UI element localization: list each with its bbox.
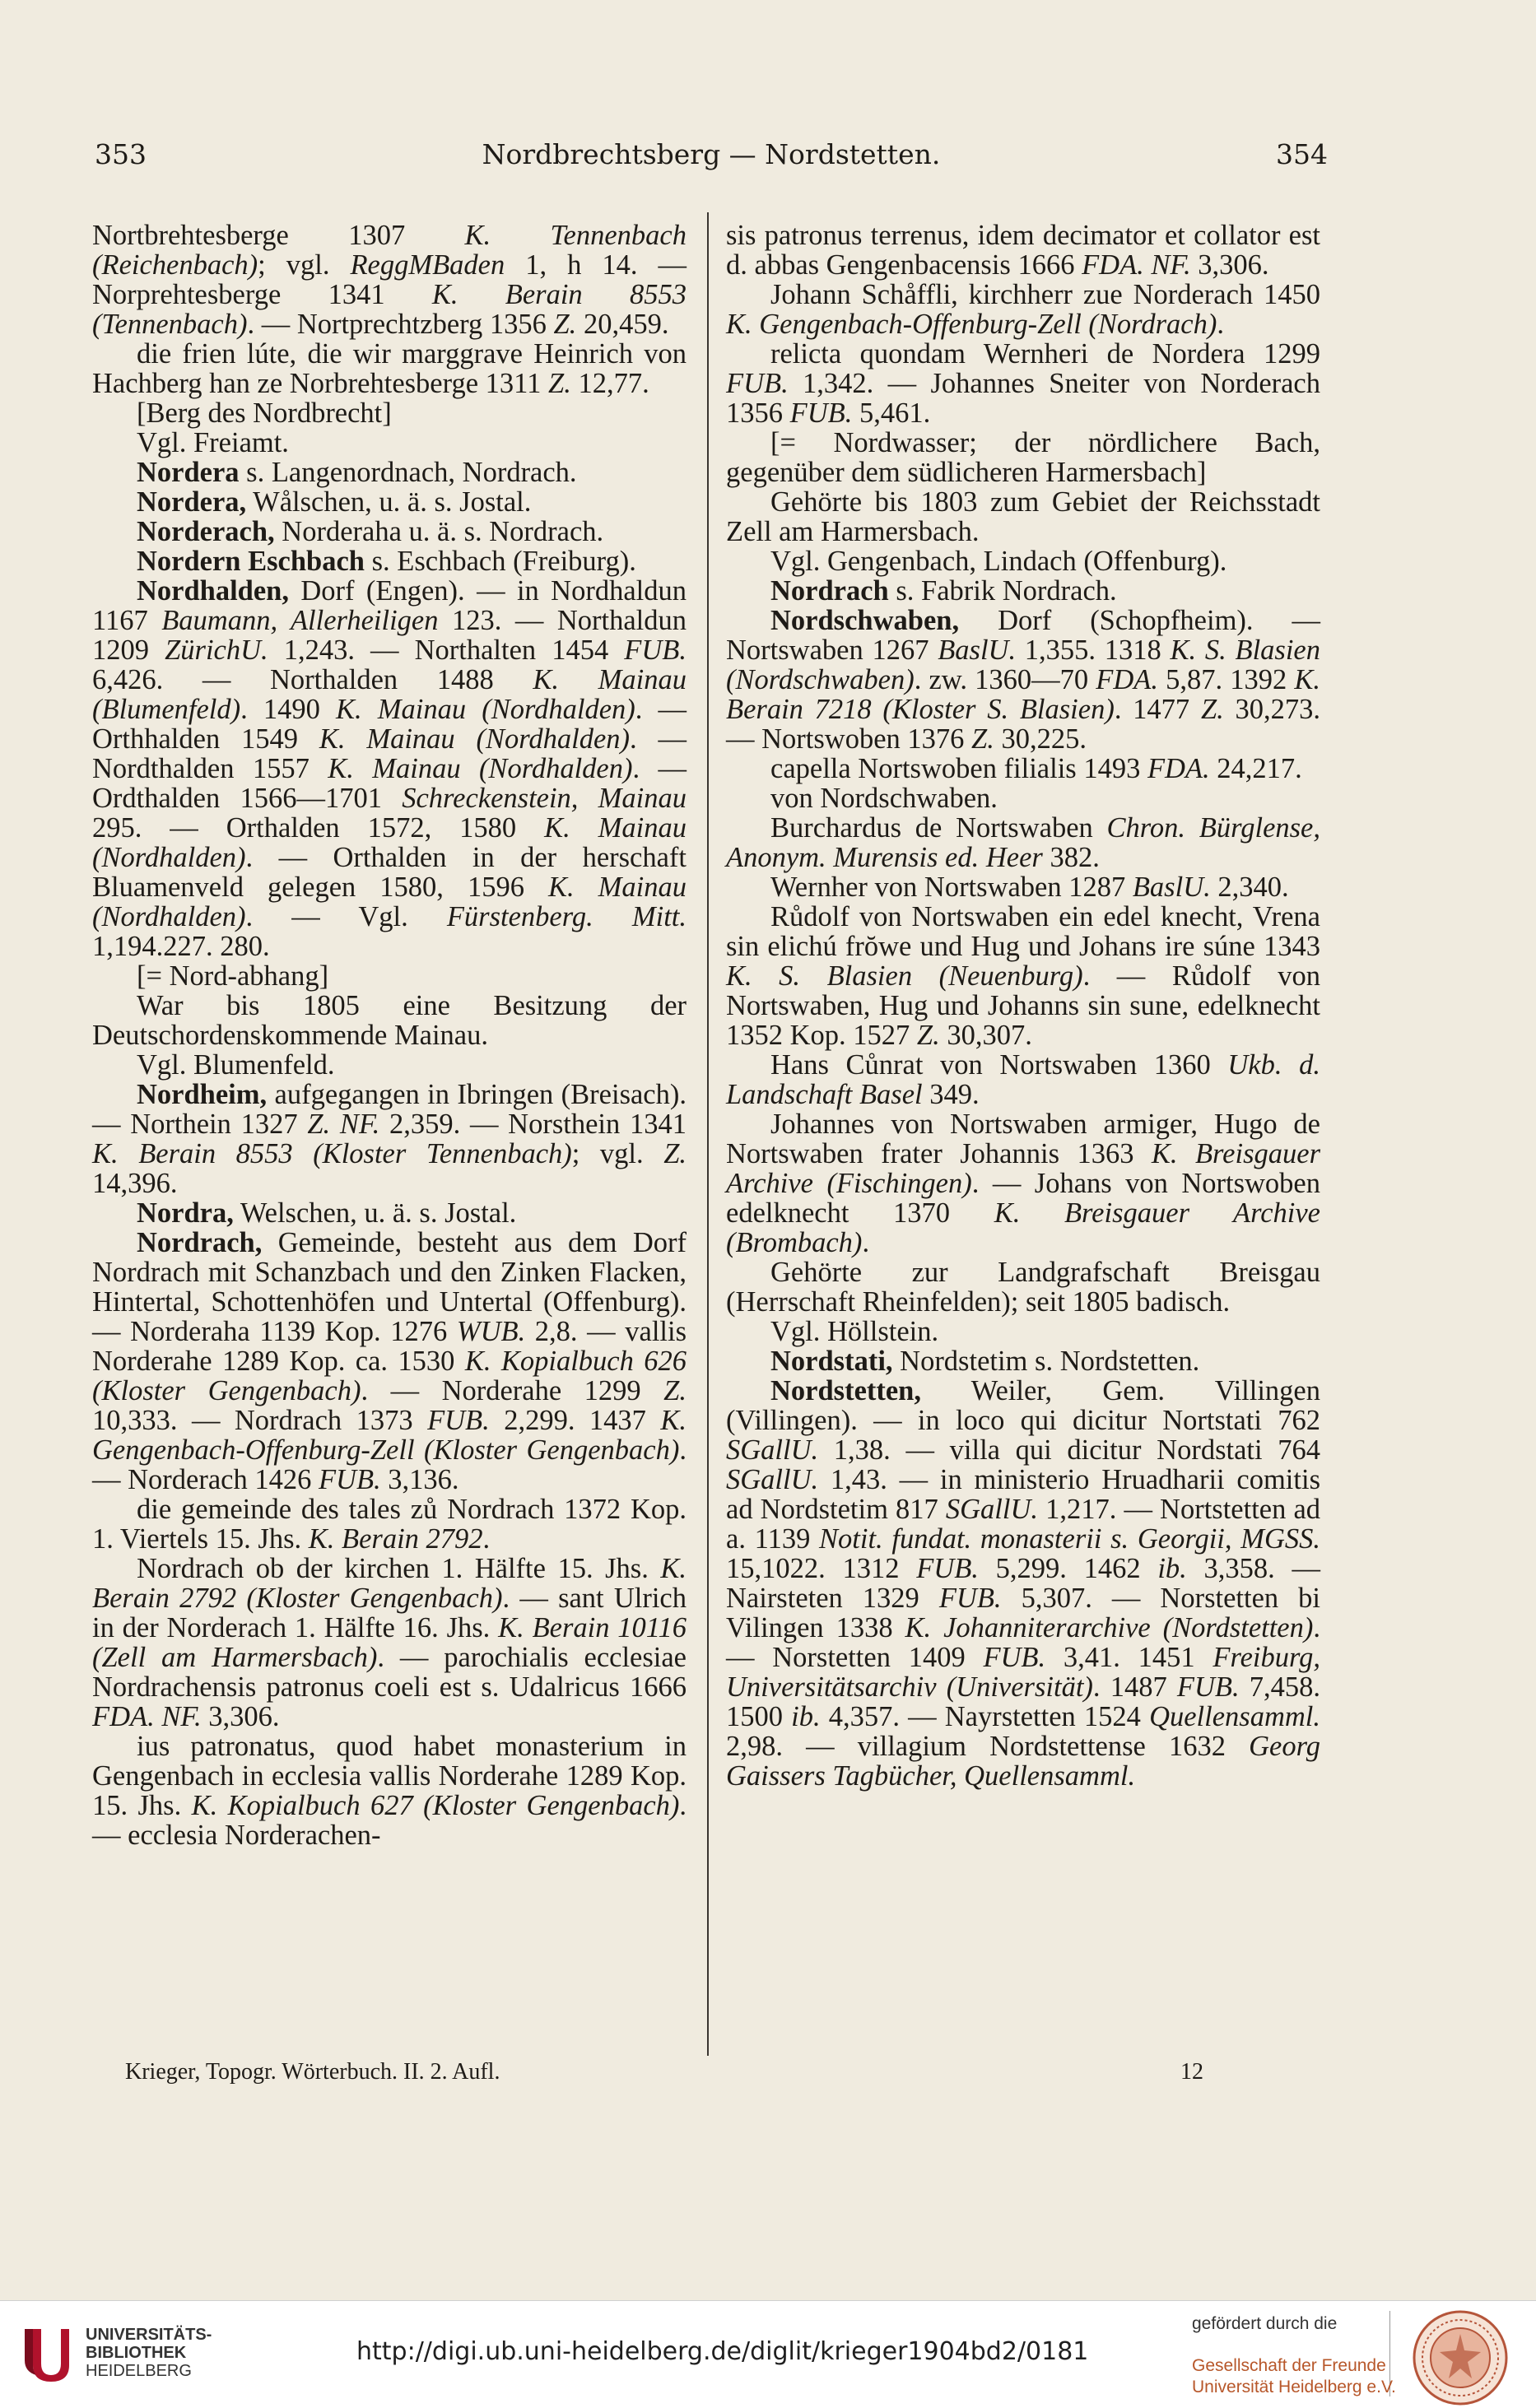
dictionary-entry-paragraph: Johann Schåffli, kirchherr zue Norderach 1450 K. Gengenbach-Offenburg-Zell (Nordrach). (726, 279, 1320, 340)
sponsor-block[interactable] (1192, 2314, 1396, 2398)
dictionary-entry-paragraph: Nordern Eschbach s. Eschbach (Freiburg). (137, 546, 636, 577)
dictionary-entry-paragraph: Gehörte bis 1803 zum Gebiet der Reichsstadt Zell am Harmersbach. (726, 486, 1320, 547)
page-number-left: 353 (95, 138, 147, 170)
dictionary-entry-paragraph: Nortbrehtesberge 1307 K. Tennenbach (Reichenbach); vgl. ReggMBaden 1, h 14. — Norprehtesberge 1341 K. Berain 8553 (Tennenbach). — Nortprechtzberg 1356 Z. 20,459. (92, 220, 687, 340)
library-name[interactable] (86, 2326, 212, 2380)
dictionary-entry-paragraph: Hans Cůnrat von Nortswaben 1360 Ukb. d. Landschaft Basel 349. (726, 1049, 1320, 1110)
page-number-right: 354 (1276, 138, 1328, 170)
dictionary-entry-paragraph: ius patronatus, quod habet monasterium in Gengenbach in ecclesia vallis Norderahe 1289 Kop. 15. Jhs. K. Kopialbuch 627 (Kloster Gengenbach).— ecclesia Norderachen- (92, 1731, 687, 1851)
dictionary-entry-paragraph: Nordera, Wålschen, u. ä. s. Jostal. (137, 486, 532, 518)
dictionary-entry-paragraph: [= Nordwasser; der nördlichere Bach, gegenüber dem südlicheren Harmersbach] (726, 427, 1320, 488)
university-library-logo-icon[interactable] (18, 2321, 76, 2385)
dictionary-entry-paragraph: Nordstetten, Weiler, Gem. Villingen (Villingen). — in loco qui dicitur Nortstati 762 SGallU. 1,38. — villa qui dicitur Nordstati 764 SGallU. 1,43. — in ministerio Hruadharii comitis ad Nordstetim 817 SGallU. 1,217. — Nortstetten ad a. 1139 Notit. fundat. monasterii s. Georgii, MGSS. 15,1022. 1312 FUB. 5,299. 1462 ib. 3,358. — Nairsteten 1329 FUB. 5,307. — Norstetten bi Vilingen 1338 K. Johanniterarchive (Nordstetten). — Norstetten 1409 FUB. 3,41. 1451 Freiburg, Universitätsarchiv (Universität). 1487 FUB. 7,458. 1500 ib. 4,357. — Nayrstetten 1524 Quellensamml. 2,98. — villagium Nordstettense 1632 Georg Gaissers Tagbücher, Quellensamml. (726, 1375, 1321, 1792)
dictionary-entry-paragraph: Burchardus de Nortswaben Chron. Bürglense, Anonym. Murensis ed. Heer 382. (726, 812, 1320, 873)
dictionary-entry-paragraph: relicta quondam Wernheri de Nordera 1299 FUB. 1,342. — Johannes Sneiter von Norderach 1356 FUB. 5,461. (726, 338, 1320, 429)
right-column (726, 221, 1320, 1791)
dictionary-entry-paragraph: von Nordschwaben. (770, 783, 998, 814)
permalink-url[interactable]: http://digi.ub.uni-heidelberg.de/diglit/krieger1904bd2/0181 (356, 2337, 1089, 2366)
dictionary-entry-paragraph: die frien lúte, die wir marggrave Heinrich von Hachberg han ze Norbrehtesberge 1311 Z. 12,77. (92, 338, 687, 399)
dictionary-entry-paragraph: sis patronus terrenus, idem decimator et collator est d. abbas Gengenbacensis 1666 FDA. NF. 3,306. (726, 220, 1320, 281)
dictionary-entry-paragraph: Norderach, Norderaha u. ä. s. Nordrach. (137, 516, 604, 547)
dictionary-entry-paragraph: Růdolf von Nortswaben ein edel knecht, Vrena sin elichú frŏwe und Hug und Johans ire súne 1343 K. S. Blasien (Neuenburg). — Růdolf von Nortswaben, Hug und Johanns sin sune, edelknecht 1352 Kop. 1527 Z. 30,307. (726, 901, 1320, 1051)
library-name-line-2: BIBLIOTHEK (86, 2344, 187, 2362)
column-divider (707, 212, 709, 2056)
page-header (95, 138, 1328, 179)
dictionary-entry-paragraph: [= Nord-abhang] (137, 960, 329, 992)
library-name-line-1: UNIVERSITÄTS- (86, 2326, 212, 2344)
dictionary-entry-paragraph: War bis 1805 eine Besitzung der Deutschordenskommende Mainau. (92, 990, 687, 1051)
dictionary-entry-paragraph: Vgl. Höllstein. (770, 1316, 939, 1347)
dictionary-entry-paragraph: Gehörte zur Landgrafschaft Breisgau (Herrschaft Rheinfelden); seit 1805 badisch. (726, 1257, 1320, 1318)
dictionary-entry-paragraph: Nordrach s. Fabrik Nordrach. (770, 575, 1117, 607)
dictionary-entry-paragraph: Wernher von Nortswaben 1287 BaslU. 2,340. (770, 872, 1289, 903)
library-name-line-3: HEIDELBERG (86, 2362, 192, 2380)
dictionary-entry-paragraph: Vgl. Freiamt. (137, 427, 289, 458)
running-title: Nordbrechtsberg — Nordstetten. (482, 138, 941, 170)
dictionary-entry-paragraph: capella Nortswoben filialis 1493 FDA. 24,217. (770, 753, 1302, 784)
dictionary-entry-paragraph: Nordschwaben, Dorf (Schopfheim). — Nortswaben 1267 BaslU. 1,355. 1318 K. S. Blasien (Nordschwaben). zw. 1360—70 FDA. 5,87. 1392 K. Berain 7218 (Kloster S. Blasien). 1477 Z. 30,273. — Nortswoben 1376 Z. 30,225. (726, 605, 1320, 755)
sheet-number: 12 (1180, 2059, 1203, 2085)
left-column (92, 221, 687, 1850)
dictionary-entry-paragraph: die gemeinde des tales zů Nordrach 1372 Kop. 1. Viertels 15. Jhs. K. Berain 2792. (92, 1494, 687, 1555)
dictionary-entry-paragraph: Nordhalden, Dorf (Engen). — in Nordhaldun 1167 Baumann, Allerheiligen 123. — Northaldun 1209 ZürichU. 1,243. — Northalten 1454 FUB. 6,426. — Northalden 1488 K. Mainau (Blumenfeld). 1490 K. Mainau (Nordhalden). — Orthhalden 1549 K. Mainau (Nordhalden). — Nordthalden 1557 K. Mainau (Nordhalden). — Ordthalden 1566—1701 Schreckenstein, Mainau 295. — Orthalden 1572, 1580 K. Mainau (Nordhalden). — Orthalden in der herschaft Bluamenveld gelegen 1580, 1596 K. Mainau (Nordhalden). — Vgl. Fürstenberg. Mitt. 1,194.227. 280. (92, 575, 687, 962)
dictionary-entry-paragraph: Vgl. Gengenbach, Lindach (Offenburg). (770, 546, 1227, 577)
dictionary-entry-paragraph: Vgl. Blumenfeld. (137, 1049, 335, 1081)
university-seal-icon (1412, 2309, 1509, 2406)
dictionary-entry-paragraph: Nordera s. Langenordnach, Nordrach. (137, 457, 577, 488)
dictionary-entry-paragraph: [Berg des Nordbrecht] (137, 397, 392, 429)
dictionary-entry-paragraph: Nordra, Welschen, u. ä. s. Jostal. (137, 1197, 517, 1229)
dictionary-entry-paragraph: Nordstati, Nordstetim s. Nordstetten. (770, 1346, 1200, 1377)
dictionary-entry-paragraph: Nordrach, Gemeinde, besteht aus dem Dorf Nordrach mit Schanzbach und den Zinken Flacken, Hintertal, Schottenhöfen und Untertal (Offenburg). — Norderaha 1139 Kop. 1276 WUB. 2,8. — vallis Norderahe 1289 Kop. ca. 1530 K. Kopialbuch 626 (Kloster Gengenbach). — Norderahe 1299 Z. 10,333. — Nordrach 1373 FUB. 2,299. 1437 K. Gengenbach-Offenburg-Zell (Kloster Gengenbach). — Norderach 1426 FUB. 3,136. (92, 1227, 687, 1495)
sponsor-name-line-2: Universität Heidelberg e.V. (1192, 2378, 1396, 2396)
sponsor-intro: gefördert durch die (1192, 2314, 1338, 2333)
dictionary-entry-paragraph: Nordrach ob der kirchen 1. Hälfte 15. Jhs. K. Berain 2792 (Kloster Gengenbach). — sant Ulrich in der Norderach 1. Hälfte 16. Jhs. K. Berain 10116 (Zell am Harmersbach). — parochialis ecclesiae Nordrachensis patronus coeli est s. Udalricus 1666 FDA. NF. 3,306. (92, 1553, 687, 1732)
dictionary-entry-paragraph: Nordheim, aufgegangen in Ibringen (Breisach). — Northein 1327 Z. NF. 2,359. — Norsthein 1341 K. Berain 8553 (Kloster Tennenbach); vgl. Z. 14,396. (92, 1079, 687, 1199)
sponsor-name-line-1: Gesellschaft der Freunde (1192, 2356, 1386, 2375)
signature-line: Krieger, Topogr. Wörterbuch. II. 2. Aufl. (125, 2059, 500, 2085)
dictionary-entry-paragraph: Johannes von Nortswaben armiger, Hugo de Nortswaben frater Johannis 1363 K. Breisgauer Archive (Fischingen). — Johans von Nortswoben edelknecht 1370 K. Breisgauer Archive (Brombach). (726, 1109, 1320, 1258)
